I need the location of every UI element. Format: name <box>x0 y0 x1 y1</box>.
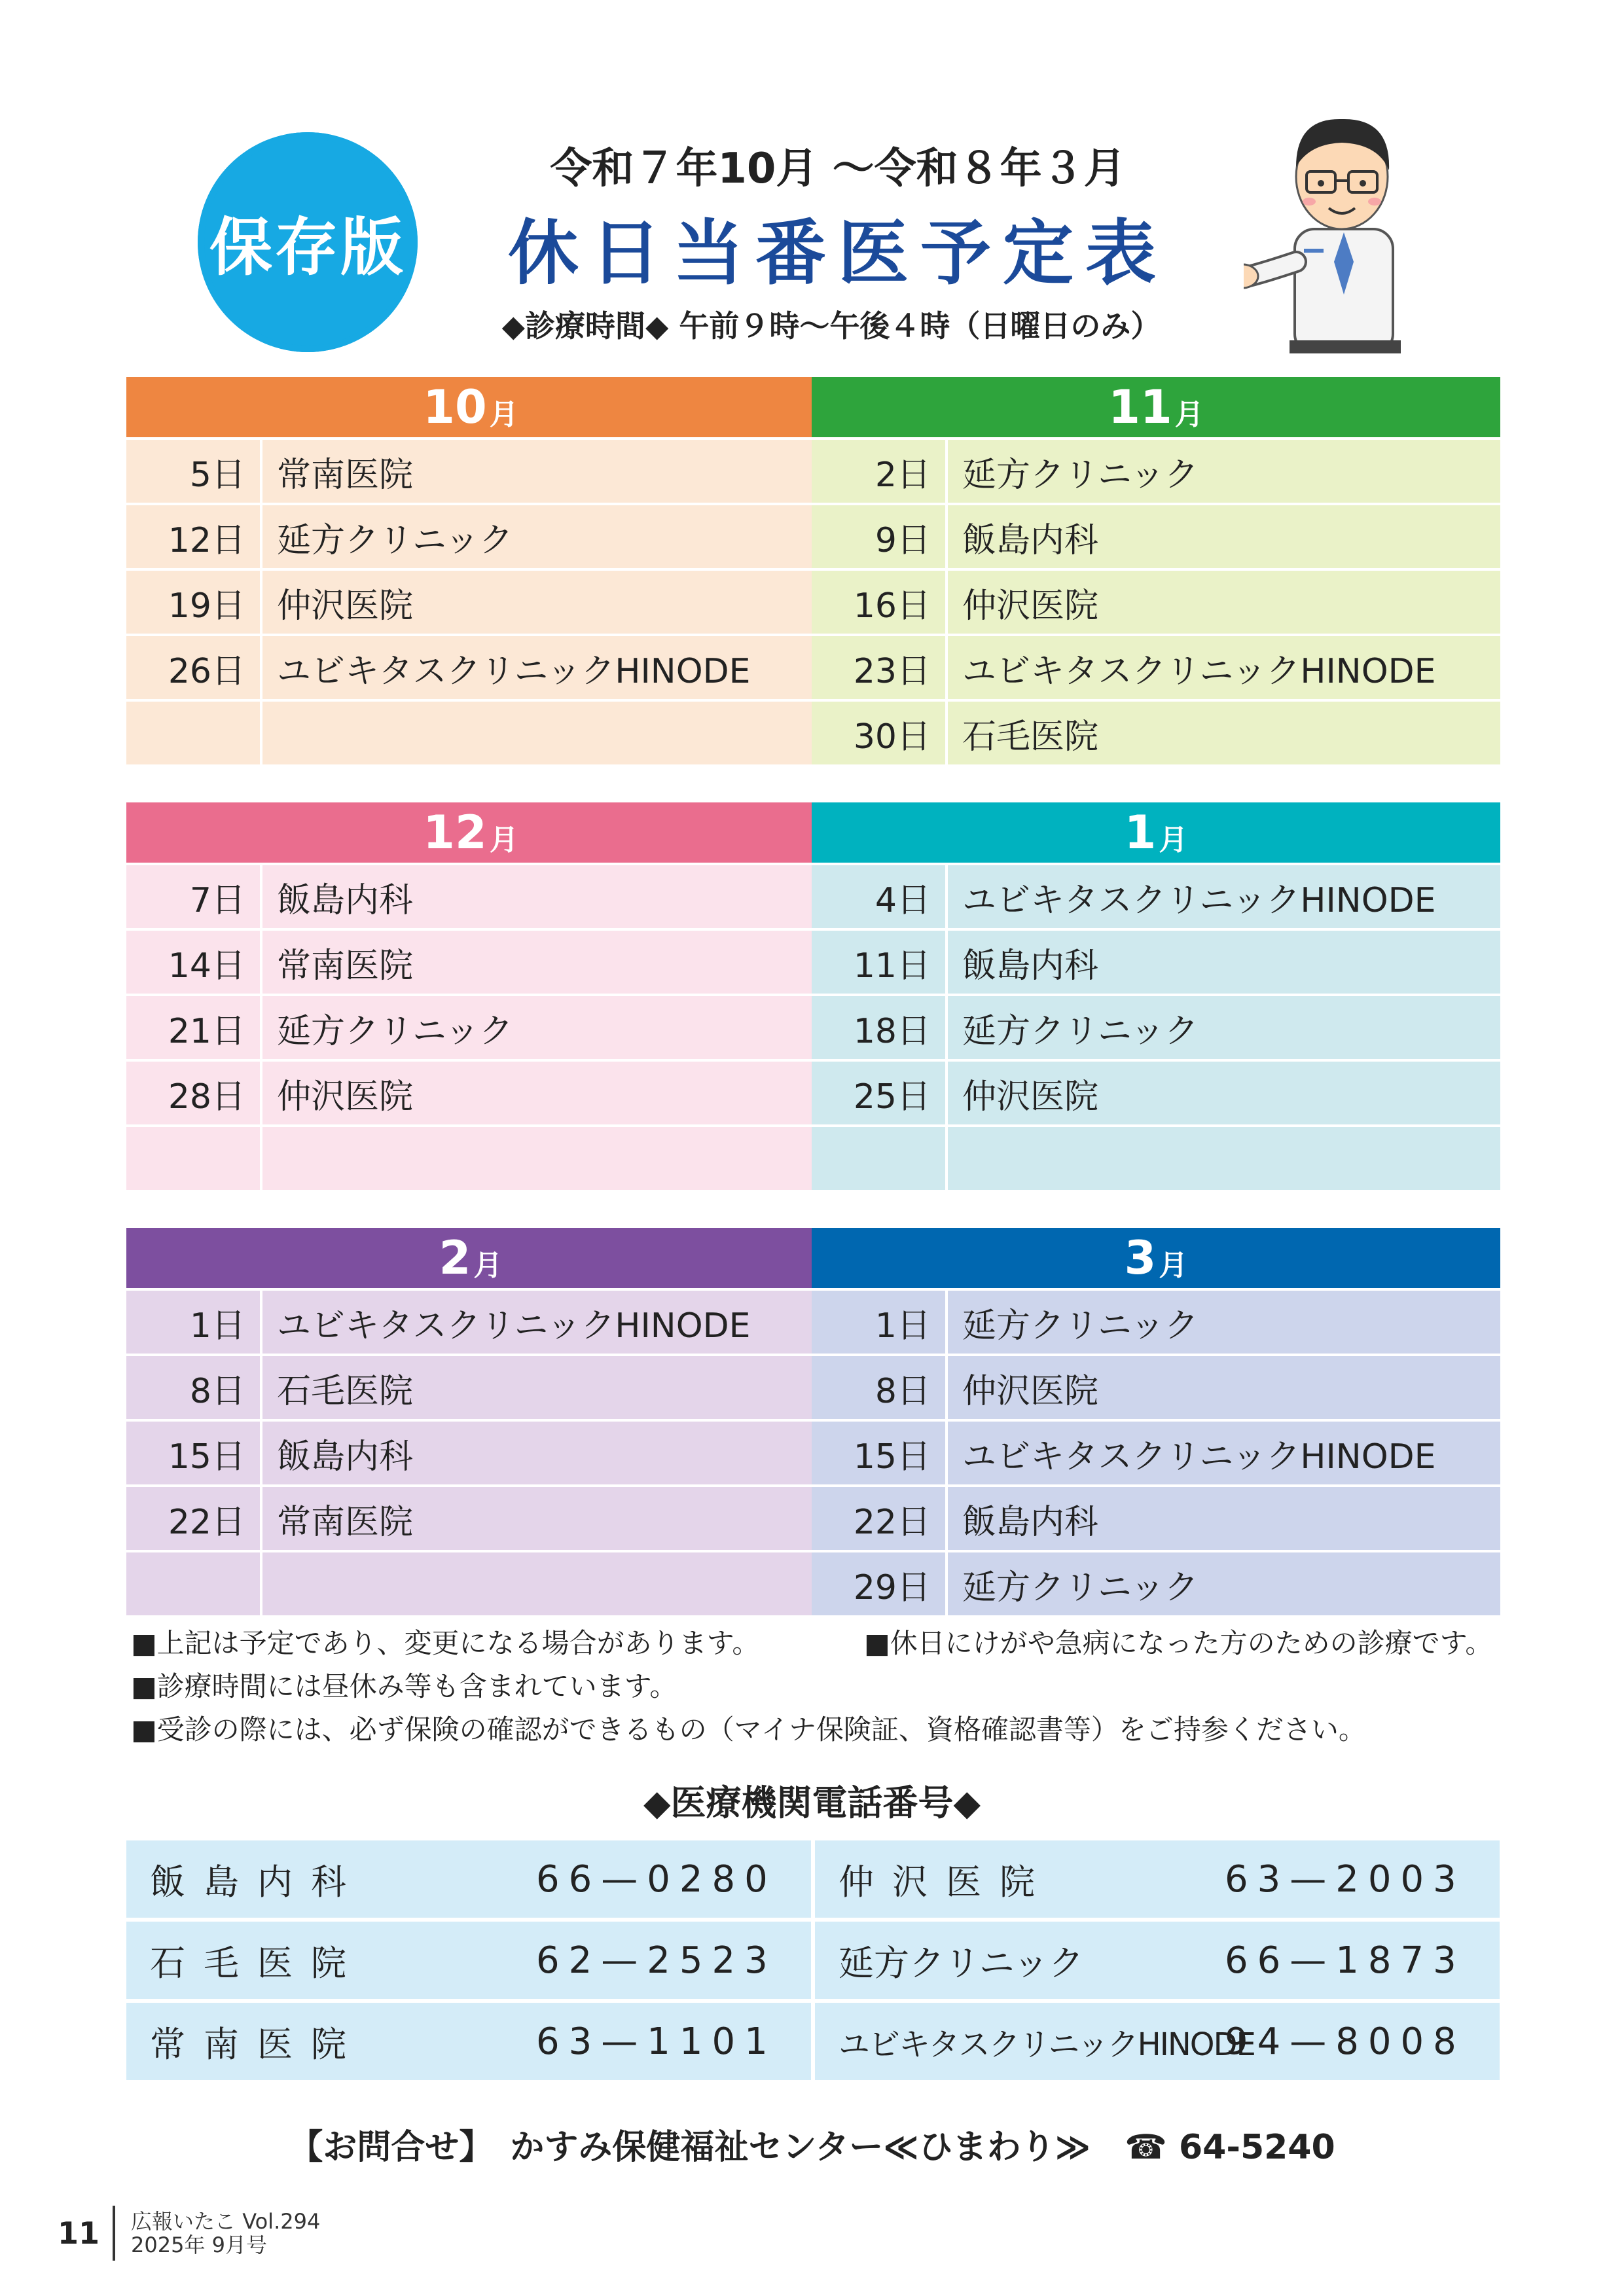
table-row <box>812 702 1500 764</box>
clinic-cell: 石毛医院 <box>262 1356 815 1419</box>
table-row <box>126 1291 815 1354</box>
note-purpose: ■休日にけがや急病になった方のための診療です。 <box>864 1627 1493 1659</box>
page-number: 11 <box>58 2206 115 2261</box>
day-cell: 23日 <box>812 636 945 699</box>
save-badge <box>189 123 427 361</box>
day-cell: 15日 <box>126 1422 260 1484</box>
month-table-dec <box>126 802 815 1190</box>
table-row <box>812 1062 1500 1124</box>
notes-line-1 <box>131 1622 1538 1665</box>
day-cell: 16日 <box>812 571 945 634</box>
clinic-name: 常南医院 <box>150 2023 365 2065</box>
month-table-oct <box>126 377 815 764</box>
month-header <box>812 1228 1500 1288</box>
phone-row <box>126 1922 1500 1999</box>
month-unit: 月 <box>1174 398 1204 431</box>
clinic-cell <box>262 702 815 764</box>
table-row <box>126 571 815 634</box>
table-row <box>126 1552 815 1615</box>
note-schedule-change: ■上記は予定であり、変更になる場合があります。 <box>131 1627 760 1659</box>
magazine-name: 広報いたこ Vol.294 <box>131 2209 321 2234</box>
day-cell: 19日 <box>126 571 260 634</box>
day-cell: 8日 <box>812 1356 945 1419</box>
day-cell: 22日 <box>812 1487 945 1550</box>
month-unit: 月 <box>489 823 518 857</box>
month-unit: 月 <box>1159 823 1188 857</box>
clinic-name: 延方クリニック <box>839 1942 1084 1984</box>
clinic-cell: 飯島内科 <box>262 865 815 928</box>
table-row <box>812 440 1500 503</box>
clinic-cell: ユビキタスクリニックHINODE <box>262 636 815 699</box>
table-row <box>812 636 1500 699</box>
clinic-cell: ユビキタスクリニックHINODE <box>948 636 1500 699</box>
month-number: 11 <box>1108 380 1172 434</box>
phone-entry <box>815 1922 1500 1999</box>
day-cell <box>812 1127 945 1190</box>
month-header <box>812 802 1500 863</box>
clinic-name: 飯島内科 <box>150 1861 365 1903</box>
month-header <box>812 377 1500 437</box>
table-row <box>126 1127 815 1190</box>
day-cell <box>126 702 260 764</box>
day-cell: 12日 <box>126 505 260 568</box>
phone-list-title: ◆医療機関電話番号◆ <box>643 1782 981 1823</box>
table-row <box>126 1062 815 1124</box>
clinic-name: ユビキタスクリニックHINODE <box>839 2026 1255 2063</box>
month-table-feb <box>126 1228 815 1615</box>
table-row <box>126 505 815 568</box>
clinic-cell: 飯島内科 <box>948 1487 1500 1550</box>
clinic-cell: 常南医院 <box>262 440 815 503</box>
table-row <box>812 571 1500 634</box>
month-unit: 月 <box>1159 1249 1188 1282</box>
month-number: 10 <box>423 380 487 434</box>
table-row <box>812 865 1500 928</box>
clinic-cell: ユビキタスクリニックHINODE <box>262 1291 815 1354</box>
table-row <box>126 1356 815 1419</box>
day-cell <box>126 1552 260 1615</box>
contact-info: 【お問合せ】 かすみ保健福祉センター≪ひまわり≫ ☎ 64-5240 <box>289 2128 1335 2167</box>
phone-entry <box>126 1840 811 1918</box>
table-row <box>126 865 815 928</box>
table-row <box>126 996 815 1059</box>
phone-number: 94—8008 <box>1225 2020 1466 2063</box>
phone-number: 62—2523 <box>536 1939 777 1982</box>
day-cell: 1日 <box>126 1291 260 1354</box>
clinic-cell: 仲沢医院 <box>948 1356 1500 1419</box>
clinic-cell: 延方クリニック <box>948 1291 1500 1354</box>
consultation-hours: ◆診療時間◆ 午前９時〜午後４時（日曜日のみ） <box>501 308 1161 344</box>
note-lunch-break: ■診療時間には昼休み等も含まれています。 <box>131 1670 677 1702</box>
day-cell: 15日 <box>812 1422 945 1484</box>
note-insurance: ■受診の際には、必ず保険の確認ができるもの（マイナ保険証、資格確認書等）をご持参ください。 <box>131 1713 1366 1746</box>
clinic-cell: 仲沢医院 <box>262 1062 815 1124</box>
clinic-cell: 仲沢医院 <box>948 1062 1500 1124</box>
day-cell: 21日 <box>126 996 260 1059</box>
table-row <box>126 1487 815 1550</box>
clinic-cell: 延方クリニック <box>262 505 815 568</box>
month-header <box>126 802 815 863</box>
day-cell: 29日 <box>812 1552 945 1615</box>
table-row <box>812 1356 1500 1419</box>
clinic-cell: 常南医院 <box>262 931 815 994</box>
month-unit: 月 <box>489 398 518 431</box>
table-row <box>812 996 1500 1059</box>
clinic-cell: ユビキタスクリニックHINODE <box>948 865 1500 928</box>
day-cell: 11日 <box>812 931 945 994</box>
clinic-cell <box>948 1127 1500 1190</box>
day-cell: 14日 <box>126 931 260 994</box>
clinic-cell: 延方クリニック <box>948 996 1500 1059</box>
phone-number: 63—1101 <box>536 2020 777 2063</box>
page-title: 休日当番医予定表 <box>507 213 1168 295</box>
day-cell: 28日 <box>126 1062 260 1124</box>
phone-number: 63—2003 <box>1225 1857 1466 1901</box>
day-cell: 1日 <box>812 1291 945 1354</box>
day-cell <box>126 1127 260 1190</box>
clinic-cell: 飯島内科 <box>262 1422 815 1484</box>
clinic-cell <box>262 1552 815 1615</box>
table-row <box>812 1487 1500 1550</box>
day-cell: 2日 <box>812 440 945 503</box>
phone-entry <box>815 2003 1500 2080</box>
month-header <box>126 1228 815 1288</box>
table-row <box>126 1422 815 1484</box>
month-header <box>126 377 815 437</box>
page-footer <box>58 2206 320 2261</box>
schedule-period: 令和７年10月 〜令和８年３月 <box>550 145 1126 193</box>
table-row <box>812 931 1500 994</box>
day-cell: 5日 <box>126 440 260 503</box>
day-cell: 8日 <box>126 1356 260 1419</box>
phone-list <box>126 1840 1500 2084</box>
clinic-cell: 延方クリニック <box>948 440 1500 503</box>
clinic-name: 石毛医院 <box>150 1942 365 1984</box>
phone-row <box>126 1840 1500 1918</box>
month-number: 12 <box>423 806 487 859</box>
day-cell: 26日 <box>126 636 260 699</box>
table-row <box>126 636 815 699</box>
clinic-cell: 飯島内科 <box>948 931 1500 994</box>
table-row <box>812 1422 1500 1484</box>
clinic-cell: 仲沢医院 <box>262 571 815 634</box>
phone-entry <box>126 2003 811 2080</box>
table-row <box>126 702 815 764</box>
save-badge-label: 保存版 <box>198 132 418 352</box>
month-table-nov <box>812 377 1500 764</box>
month-number: 1 <box>1124 806 1157 859</box>
day-cell: 7日 <box>126 865 260 928</box>
table-row <box>126 440 815 503</box>
table-row <box>126 931 815 994</box>
clinic-cell: 延方クリニック <box>948 1552 1500 1615</box>
table-row <box>812 1291 1500 1354</box>
day-cell: 9日 <box>812 505 945 568</box>
month-unit: 月 <box>473 1249 503 1282</box>
phone-entry <box>815 1840 1500 1918</box>
month-table-jan <box>812 802 1500 1190</box>
table-row <box>812 1552 1500 1615</box>
month-number: 3 <box>1124 1231 1157 1285</box>
table-row <box>812 1127 1500 1190</box>
clinic-cell: 延方クリニック <box>262 996 815 1059</box>
phone-entry <box>126 1922 811 1999</box>
month-number: 2 <box>439 1231 471 1285</box>
clinic-name: 仲沢医院 <box>839 1861 1053 1903</box>
phone-number: 66—1873 <box>1225 1939 1466 1982</box>
day-cell: 22日 <box>126 1487 260 1550</box>
day-cell: 25日 <box>812 1062 945 1124</box>
clinic-cell <box>262 1127 815 1190</box>
clinic-cell: 石毛医院 <box>948 702 1500 764</box>
phone-row <box>126 2003 1500 2080</box>
issue-date: 2025年 9月号 <box>131 2233 267 2257</box>
month-table-mar <box>812 1228 1500 1615</box>
clinic-cell: 仲沢医院 <box>948 571 1500 634</box>
publication-info <box>115 2210 320 2257</box>
clinic-cell: 飯島内科 <box>948 505 1500 568</box>
doctor-illustration <box>1244 98 1414 353</box>
phone-number: 66—0280 <box>536 1857 777 1901</box>
notes <box>131 1622 1538 1751</box>
day-cell: 4日 <box>812 865 945 928</box>
day-cell: 30日 <box>812 702 945 764</box>
day-cell: 18日 <box>812 996 945 1059</box>
clinic-cell: 常南医院 <box>262 1487 815 1550</box>
table-row <box>812 505 1500 568</box>
clinic-cell: ユビキタスクリニックHINODE <box>948 1422 1500 1484</box>
